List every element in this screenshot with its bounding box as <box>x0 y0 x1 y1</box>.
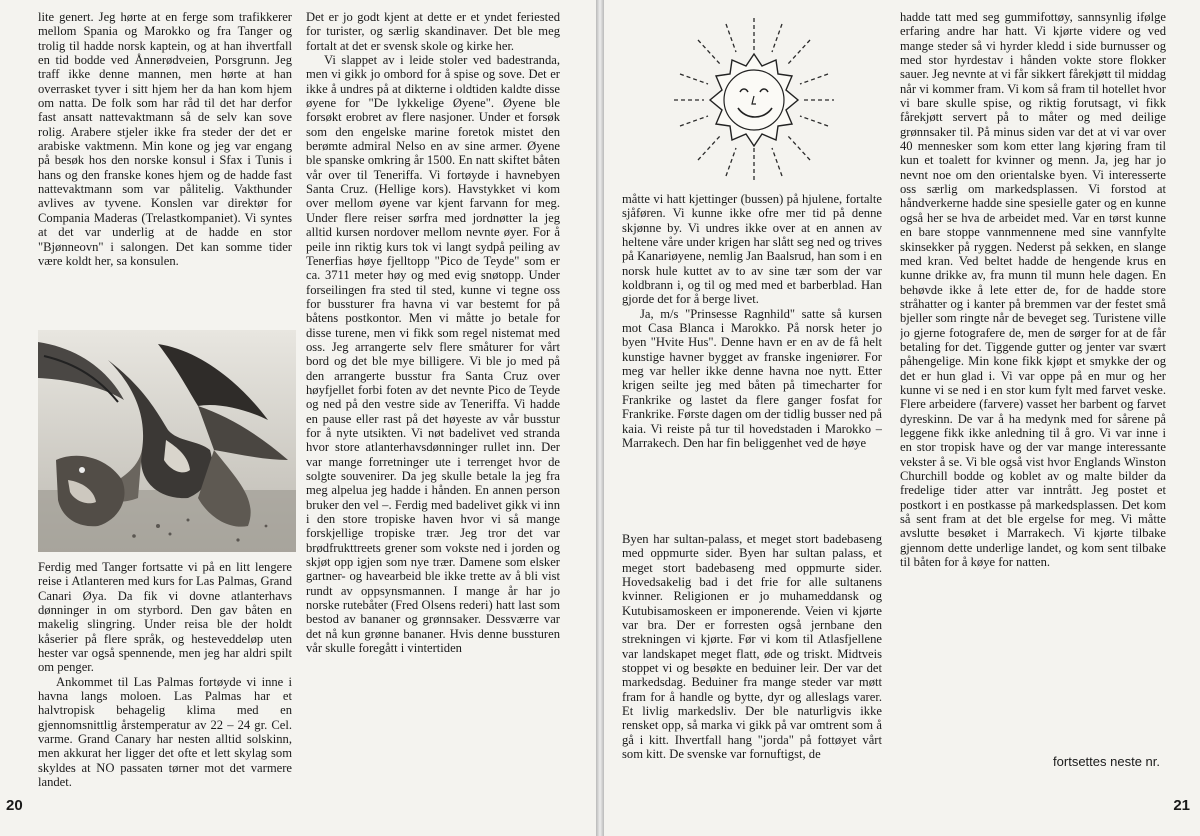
right-page <box>604 0 1200 836</box>
left-page <box>0 0 596 836</box>
text-column-3-bottom <box>622 532 882 822</box>
paragraph: Vi slappet av i leide stoler ved badestranda, men vi gikk jo ombord for å spise og sove. Det er ikke å undres på at dikterne i oldtiden kaldte disse øyene for "De lykkelige Øyene". Øyene ble forsøkt erobret av flere nasjoner. Under et forsøk som den engelske marine foretok mistet den berømte admiral Nelso en av sine armer. Øyene ble spanske omkring år 1500. En natt skiftet båten vår over til Teneriffa. Vi fortøyde i havnebyen Santa Cruz. (Hellige kors). Havstykket vi kom over mellom øyene var kjent farvann for meg. Under flere reiser sørfra med jordnøtter la jeg alltid kursen nordover mellom nevnte øyer. For å peile inn riktig kurs tok vi langt sydpå peiling av Tenerfias høye fjelltopp "Pico de Teyde" som er ca. 3711 meter høy og med evig snøtopp. Under forseilingen fra sted til sted, kunne vi tegne oss for bussturer fra havna vi var bestemt for på båtens postkontor. Men vi måtte jo betale for disse turene, men vi fikk som regel nistemat med oss. Jeg arrangerte selv flere småturer for vårt bord og det ble mye billigere. Vi ble jo med på den arrangerte busstur fra Santa Cruz over høyfjellet forbi foten av det nevnte Pico de Teyde og ned på den vestre side av Teneriffa. Vi hadde en pause eller rast på det høyeste av vår busstur for å nyte utsikten. Vi nøt badelivet ved stranda hvor store atlanterhavsdønninger rullet inn. Der var mange forretninger ute i terrenget hvor de solgte souvenirer. Da jeg skulle betale la jeg fra meg alpelua jeg hadde i hånden. En annen person bruker den vel –. Ferdig med badelivet gikk vi inn i den store tropiske haven hvor vi så mange forskjellige tropiske trær. Jeg tror det var brødfrukttreets grener som vokste ned i jorden og skjøt opp igjen som nye trær. Damene som elsker gartner- og havearbeid ble ikke trette av å bli vist rundt av oppsynsmannen. I mange år har jo norske rutebåter (Fred Olsens rederi) hatt last som bestod av bananer og grønnsaker. Dessværre var det nå kun grønne bananer. Hvis denne bussturen vår skulle foregått i vintertiden <box>306 53 560 656</box>
paragraph: Ankommet til Las Palmas fortøyde vi inne i havna langs moloen. Las Palmas har et halvtropisk behagelig klima med en gjennomsnittlig årstemperatur av 22 – 24 gr. Cel. varme. Grand Canary har nesten alltid solskinn, men akkurat her ligger det ofte et lett skylag som skyldes at NO passaten tørner mot det varmere landet. <box>38 674 292 790</box>
paragraph: Ferdig med Tanger fortsatte vi på en litt lengere reise i Atlanteren med kurs for Las Palmas, Grand Canari Øya. Da fik vi dovne atlanterhavs dønninger in om styrbord. Den gav båten en makelig slingring. Under reisa ble der holdt kåserier på flere språk, og hesteveddeløp uten hester var også spennende, men jeg har aldri spilt om penger. <box>38 560 292 675</box>
book-gutter <box>596 0 604 836</box>
paragraph: hadde tatt med seg gummifottøy, sannsynlig ifølge erfaring andre har hatt. Vi kjørte videre og ved mange steder så vi hyrder kledd i side burnusser og med stor hyrdestav i hånden vokte store flokker sauer. Jeg nevnte at vi får sikkert fårekjøtt til middag når vi kommer fram. Vi kom så fram til hotellet hvor vi bare skulle spise, og riktig forutsagt, vi fikk fårekjøtt servert på to måter og med deilige grønnsaker til. På minus siden var det at vi var over 40 mennesker som kom etter lang kjøring fram til kun et toalett for kvinner og menn. Ja, jeg har jo nevnt noe om den orientalske byen. Vi interesserte oss særlig om markedsplassen. Vi forstod at håndverkerne hadde sine spesielle gater og en kunne også her se hva de arbeidet med. Var en tørst kunne en bare stoppe vannmennene med sine vannfylte skinsekker på ryggen. Nederst på sekken, en slange med kran. Ved beltet hadde de hengende krus en kunne drikke av, fra munn til munn hele dagen. En behøvde ikke å lete etter de, for de hadde store stråhatter og i kanter på bremmen var der festet små bjeller som ringte når de beveget seg. Turistene ville jo gjerne fotografere de, men de sørger for at de får betaling for det. Tiggende gutter og jenter var svært påhengelige. Min kone fikk kjøpt et smykke der og det er hun glad i. Vi var oppe på en mur og her kunne vi se ned i en stor kum fylt med farvet veske. Flere arbeidere (farvere) vasset her barbent og farvet dyreskinn. De var å ha medynk med for sårene på leggene fikk ikke anledning til å gro. Vi var inne i en stor tropisk have og der var mange interessante vekster å se. Vi ble også vist hvor Englands Winston Churchill bodde og koblet av og malte bilder da fredelige tider atter var inntrått. Jeg postet et postkort i en postkasse på markedsplassen. Det kom så sent fram at det ble ergelse for meg. Vi måtte avslutte besøket i Marrakech. Vi kjørte tilbake gjennom dette underlige landet, og kom sent tilbake til båten for å køye for natten. <box>900 10 1166 570</box>
text-column-1-bottom <box>38 560 292 816</box>
continuation-note: fortsettes neste nr. <box>1053 754 1160 769</box>
text-column-4 <box>900 10 1166 750</box>
paragraph: Det er jo godt kjent at dette er et yndet feriested for turister, og særlig skandinaver. Det ble meg fortalt at det er svensk skole og kirke her. <box>306 10 560 53</box>
paragraph: Byen har sultan-palass, et meget stort badebaseng med oppmurte sider. Byen har sultan palass, et meget stort badebaseng med oppmurte sider. Hovedsakelig bad i det frie for alle sultanens kvinner. Religionen er jo muhameddansk og Kutubisamoskeen er imponerende. Veien vi kjørte var bra. Der er forresten også jernbane den strekningen vi kjørte. Før vi kom til Atlasfjellene var landskapet meget flatt, øde og triskt. Midtveis stoppet vi og besøkte en beduiner leir. Der var det markedsdag. Beduiner fra mange steder var møtt fram for å handle og bytte, dyr og alleslags varer. Et livlig markedsliv. Der ble naturligvis ikke rensket opp, så marka vi gikk på var omtrent som å gå i kitt. Ihvertfall hang "jorda" på fottøyet vårt som kitt. De svenske var fornuftigst, de <box>622 532 882 762</box>
page-number: 21 <box>1173 797 1190 814</box>
text-column-1-top <box>38 10 292 320</box>
paragraph: lite genert. Jeg hørte at en ferge som trafikkerer mellom Spania og Marokko og fra Tanger og trolig til hadde norsk kaptein, og at han ihvertfall en tid bodde ved Ånnerødveien, Porsgrunn. Jeg traff ikke denne mannen, men hørte at han overrasket tyver i sitt hjem her da han kom hjem om natta. De folk som har råd til det har derfor fast ansatt nattevaktmann så de selv kan sove rolig. Arabere stjeler ikke fra steder der det er arabiske vaktmenn. Min kone og jeg var engang på besøk hos den norske konsul i Sfax i Tunis i hans og den franske kones hjem og de hadde fast nattevaktmann som var pålitelig. Vakthunder avlives av tyvene. Konslen var direktør for Compania Maderas (Trelastkompaniet). Vi syntes at det var underlig at de hadde en stor "Bjønneovn" i salongen. Det kan somme tider være koldt her, sa konsulen. <box>38 10 292 268</box>
text-column-3-top <box>622 192 882 522</box>
paragraph: måtte vi hatt kjettinger (bussen) på hjulene, fortalte sjåføren. Vi kunne ikke ofre mer tid på denne skjønne by. Vi undres ikke over at en annen av heltene våre under krigen har slått seg ned og trives på Kanariøyene, nemlig Jan Baalsrud, han som i en norsk hule kuttet av to av sine tær som der var koldbrann i, og til og med med et barberblad. Han gjorde det for å berge livet. <box>622 192 882 307</box>
paragraph: Ja, m/s "Prinsesse Ragnhild" satte så kursen mot Casa Blanca i Marokko. På norsk heter jo byen "Hvite Hus". Denne havn er en av de få helt kunstige havner bygget av franske ingeniører. For meg var heller ikke denne havna noe nytt. Etter krigen seilte jeg med båten på timecharter for Frankrike og lastet da flere ganger fosfat for Frankrike. Første dagen om der tidlig busser ned på kaia. Vi reiste på tur til hovedstaden i Marokko – Marrakech. Den har fin beliggenhet ved de høye <box>622 306 882 450</box>
sun-icon <box>670 14 838 184</box>
seagull-photo <box>38 330 296 552</box>
page-number: 20 <box>6 797 23 814</box>
text-column-2 <box>306 10 560 822</box>
